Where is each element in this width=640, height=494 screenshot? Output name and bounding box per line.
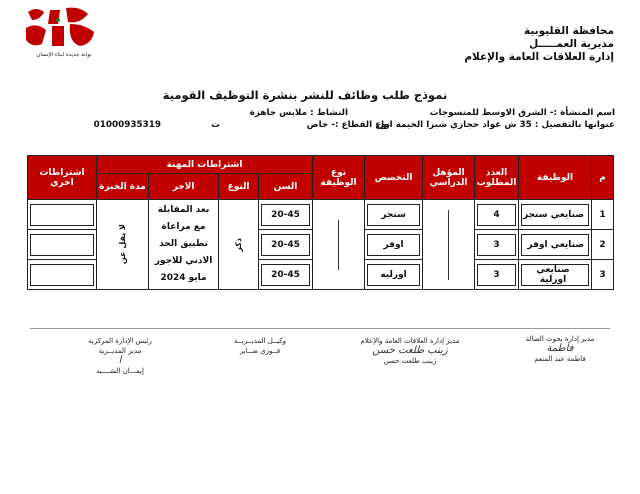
table-row <box>28 200 614 230</box>
row-count: 3 <box>477 234 516 256</box>
header-job-conditions: اشتراطات المهنة <box>97 156 313 174</box>
handwritten-signature: ا <box>118 355 122 366</box>
activity-value: ملابس جاهزة <box>249 108 308 118</box>
job-type-cell <box>313 200 365 290</box>
experience-value: لا يقل عن <box>118 224 128 265</box>
row-count: 3 <box>477 264 516 286</box>
sector-line <box>307 120 390 130</box>
row-count: 4 <box>477 204 516 226</box>
establishment-name-value: الشرق الاوسط للمنسوجات <box>429 108 547 118</box>
row-specialization: اوفر <box>367 234 420 256</box>
sector-label: نوع القطاع :- <box>331 120 390 130</box>
row-age: 20-45 <box>261 264 310 286</box>
row-other-conditions <box>30 234 94 256</box>
row-job: صنايعي سنجر <box>521 204 589 226</box>
governorate-name: محافظة القليوبية <box>524 25 614 37</box>
row-other-conditions <box>30 264 94 286</box>
row-job: صنايعي اورلية <box>521 264 589 286</box>
signatory-title: مدير إدارة بحوث الضالة <box>525 335 595 343</box>
issuing-authority <box>444 25 614 64</box>
header-specialization: التخصص <box>365 156 423 200</box>
document-title: نموذج طلب وظائف للنشر بنشرة التوظيف القومية <box>162 88 448 102</box>
gender-cell <box>219 200 259 290</box>
header-age: السن <box>259 174 313 200</box>
header-wage: الاجر <box>149 174 219 200</box>
handwritten-signature: فاطمة <box>546 343 574 354</box>
phone-label: ت <box>211 120 220 130</box>
signatory-title: وكيــل المديــريــة <box>234 337 286 345</box>
signatory-name: زينب طلعت حسن <box>383 357 437 365</box>
row-other-conditions <box>30 204 94 226</box>
header-job: الوظيفة <box>519 156 592 200</box>
signature-block <box>505 334 615 364</box>
department-name: إدارة العلاقات العامة والإعلام <box>464 51 614 63</box>
signature-block <box>340 336 480 366</box>
row-specialization: سنجر <box>367 204 420 226</box>
experience-cell <box>97 200 149 290</box>
signatory-title: رئيس الإدارة المركزية <box>88 337 152 345</box>
address-label: عنوانها بالتفصيل : <box>534 120 615 130</box>
jobs-table <box>27 155 614 290</box>
signatory-name: فاطمة عبد المنعم <box>534 355 586 363</box>
signature-block <box>210 336 310 356</box>
sector-value: خاص <box>306 120 329 130</box>
wage-cell: بعد المقابلة مع مراعاة تطبيق الحد الادني للاجور مايو 2024 <box>149 200 219 290</box>
qualification-cell <box>423 200 475 290</box>
directorate-name: مديرية العمـــــل <box>529 38 614 50</box>
row-no: 1 <box>592 200 614 230</box>
row-specialization: اورليه <box>367 264 420 286</box>
signature-divider <box>30 328 610 329</box>
header-count: العدد المطلوب <box>475 156 519 200</box>
activity-line <box>250 108 348 118</box>
header-other-conditions: اشتراطات اخري <box>28 156 97 200</box>
address-line <box>377 120 615 130</box>
row-age: 20-45 <box>261 204 310 226</box>
header-job-type: نوع الوظيفة <box>313 156 365 200</box>
row-age: 20-45 <box>261 234 310 256</box>
gender-value: ذكر <box>234 237 244 252</box>
signatory-name: إيمـــان الشــــيد <box>96 367 144 375</box>
handwritten-signature: زينب طلعت حسن <box>372 345 448 356</box>
address-value: 35 ش عواد حجازي شبرا الخيمة اول <box>376 120 532 130</box>
header-experience: مدة الخبرة <box>97 174 149 200</box>
row-no: 3 <box>592 260 614 290</box>
header-gender: النوع <box>219 174 259 200</box>
signatory-title-secondary: مدير المديــرية <box>98 347 142 355</box>
establishment-name-label: اسم المنشأة :- <box>549 108 615 118</box>
signatory-name: فــوزي صــابر <box>239 347 281 355</box>
phone-line <box>94 120 220 130</box>
logo-caption: بوابة جديدة لبناء الإنسان <box>36 52 92 58</box>
phone-value: 01000935319 <box>93 120 161 130</box>
signature-block <box>60 336 180 376</box>
header-no: م <box>592 156 614 200</box>
signatory-title: مدير إدارة العلاقات العامة والإعلام <box>360 337 460 345</box>
activity-label: النشاط : <box>310 108 348 118</box>
row-no: 2 <box>592 230 614 260</box>
row-job: صنايعي اوفر <box>521 234 589 256</box>
header-qualification: المؤهل الدراسي <box>423 156 475 200</box>
establishment-name-line <box>430 108 615 118</box>
